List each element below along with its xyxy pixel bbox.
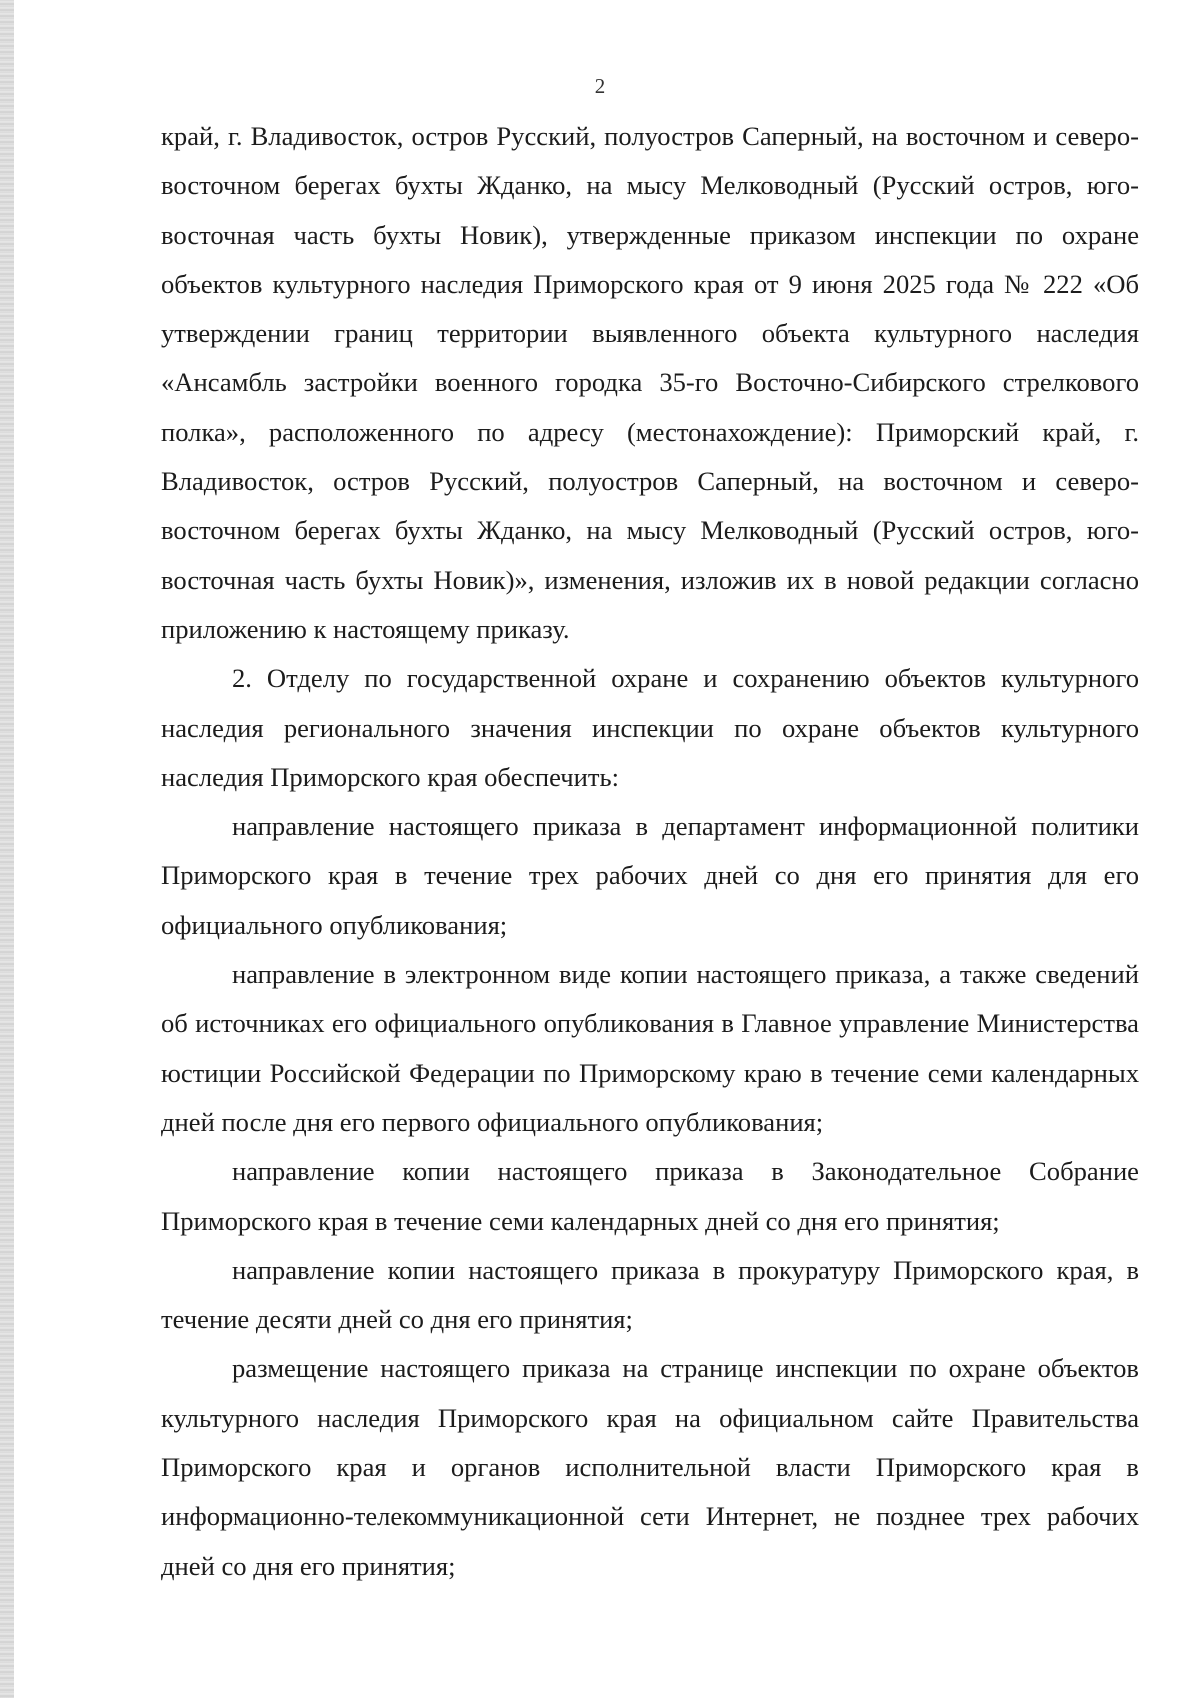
- paragraph-website: размещение настоящего приказа на странице инспекции по охране объектов культурного наследия Приморского края на официальном сайте Правительства Приморского края и органов исполнительной власти Приморского края в информационно-телекоммуникационной сети Интернет, не позднее трех рабочих дней со дня его принятия;: [161, 1353, 1139, 1581]
- paragraph-publication-dip: направление настоящего приказа в департамент информационной политики Приморского края в течение трех рабочих дней со дня его принятия для его официального опубликования;: [161, 811, 1139, 940]
- paragraph-item-2: 2. Отделу по государственной охране и сохранению объектов культурного наследия регионального значения инспекции по охране объектов культурного наследия Приморского края обеспечить:: [161, 663, 1139, 792]
- document-body: [161, 112, 1139, 1591]
- page-number: 2: [594, 74, 606, 98]
- scan-edge: [0, 0, 14, 1698]
- paragraph-ministry-justice: направление в электронном виде копии настоящего приказа, а также сведений об источниках его официального опубликования в Главное управление Министерства юстиции Российской Федерации по Приморскому краю в течение семи календарных дней после дня его первого официального опубликования;: [161, 959, 1139, 1137]
- paragraph-prosecutor: направление копии настоящего приказа в прокуратуру Приморского края, в течение десяти дней со дня его принятия;: [161, 1254, 1139, 1335]
- paragraph-legislative-assembly: направление копии настоящего приказа в Законодательное Собрание Приморского края в течение семи календарных дней со дня его принятия;: [161, 1156, 1139, 1236]
- paragraph-continuation: край, г. Владивосток, остров Русский, полуостров Саперный, на восточном и северо-восточном берегах бухты Жданко, на мысу Мелководный (Русский остров, юго-восточная часть бухты Новик), утвержденные приказом инспекции по охране объектов культурного наследия Приморского края от 9 июня 2025 года № 222 «Об утверждении границ территории выявленного объекта культурного наследия «Ансамбль застройки военного городка 35-го Восточно-Сибирского стрелкового полка», расположенного по адресу (местонахождение): Приморский край, г. Владивосток, остров Русский, полуостров Саперный, на восточном и северо-восточном берегах бухты Жданко, на мысу Мелководный (Русский остров, юго-восточная часть бухты Новик)», изменения, изложив их в новой редакции согласно приложению к настоящему приказу.: [161, 121, 1139, 644]
